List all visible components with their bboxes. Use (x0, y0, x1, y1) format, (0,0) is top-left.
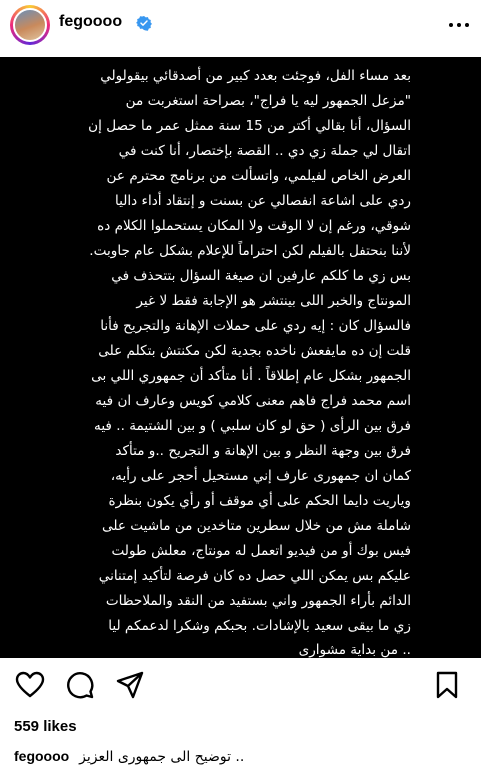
post-line: الجمهور بشكل عام إطلاقاً . أنا متأكد أن جمهوري اللي بى (91, 368, 411, 384)
post-line: المونتاج والخبر اللى بينتشر هو الإجابة فقط لا غير (136, 293, 411, 309)
action-bar (0, 670, 481, 706)
post-line: "مزعل الجمهور ليه يا فراج"، بصراحة استغربت من (125, 93, 411, 109)
post-text (0, 57, 481, 658)
verified-badge-icon (136, 15, 152, 31)
more-options-icon[interactable] (448, 15, 470, 35)
likes-count[interactable]: 559 likes (14, 718, 77, 735)
post-line: لأننا بنحتفل بالفيلم لكن احتراماً للإعلام بشكل عام جاوبت. (89, 243, 411, 259)
post-line: شاملة مش من خلال سطرين متاخدين من ماشيت على (101, 518, 411, 534)
post-line: قلت إن ده مايفعش ناخده بجدية لكن مكنتش بتكلم على (98, 343, 411, 359)
post-line: فيس بوك أو من فيديو اتعمل له مونتاج، معلش طولت (111, 543, 411, 559)
post-line: اسم محمد فراج فاهم معنى كلامي كويس وعارف ان فيه (95, 393, 411, 409)
caption (14, 748, 474, 765)
post-line: بعد مساء الفل، فوجئت بعدد كبير من أصدقائي بيقولولي (100, 68, 411, 84)
post-line: عليكم بس يمكن اللي حصل ده كان فرصة لتأكيد إمتناني (98, 568, 411, 584)
caption-username[interactable]: fegoooo (14, 748, 70, 764)
avatar-image (13, 8, 47, 42)
post-line: زي ما بيقى سعيد بالإشادات. بحبكم وشكرا لدعمكم ليا (108, 618, 411, 634)
post-line: اتقال لي جملة زي دي .. القصة بإختصار، أنا كنت في (118, 143, 411, 159)
comment-icon[interactable] (65, 670, 95, 700)
share-icon[interactable] (115, 670, 145, 700)
post-line: السؤال، أنا بقالي أكتر من 15 سنة ممثل عمر ما حصل إن (88, 118, 411, 134)
post-line: وياريت دايما الحكم على أي موقف أو رأي يكون بنظرة (108, 493, 411, 509)
post-header (0, 0, 481, 52)
username[interactable]: fegoooo (59, 13, 123, 30)
post-line: فرق بين وجهة النظر و بين الإهانة و التجريح ..و متأكد (115, 443, 411, 459)
bookmark-icon[interactable] (432, 670, 462, 700)
post-line: .. من بداية مشوارى (298, 642, 411, 658)
post-line: الدائم بأراء الجمهور واني بستفيد من النقد والملاحظات (105, 593, 411, 609)
caption-text: .. توضيح الى جمهورى العزيز (79, 749, 245, 765)
post-line: ردي على اشاعة انفصالي عن بسنت و إنتقاد أداء داليا (115, 193, 411, 209)
post-line: كمان ان جمهورى عارف إني مستحيل أحجر على رأيه، (110, 468, 411, 484)
heart-icon[interactable] (15, 670, 45, 700)
avatar[interactable] (10, 5, 50, 45)
post-line: شوقي، ورغم إن لا الوقت ولا المكان يستحملوا الكلام ده (97, 218, 411, 234)
post-line: فرق بين الرأى ( حق لو كان سلبي ) و بين الشتيمة .. فيه (94, 418, 411, 434)
post-line: العرض الخاص لفيلمي، واتسألت من برنامج محترم عن (106, 168, 411, 184)
post-line: بس زي ما كلكم عارفين ان صيغة السؤال بتتحذف في (111, 268, 411, 284)
post-image[interactable] (0, 57, 481, 658)
post-line: فالسؤال كان : إيه ردي على حملات الإهانة والتجريح فأنا (100, 318, 411, 334)
